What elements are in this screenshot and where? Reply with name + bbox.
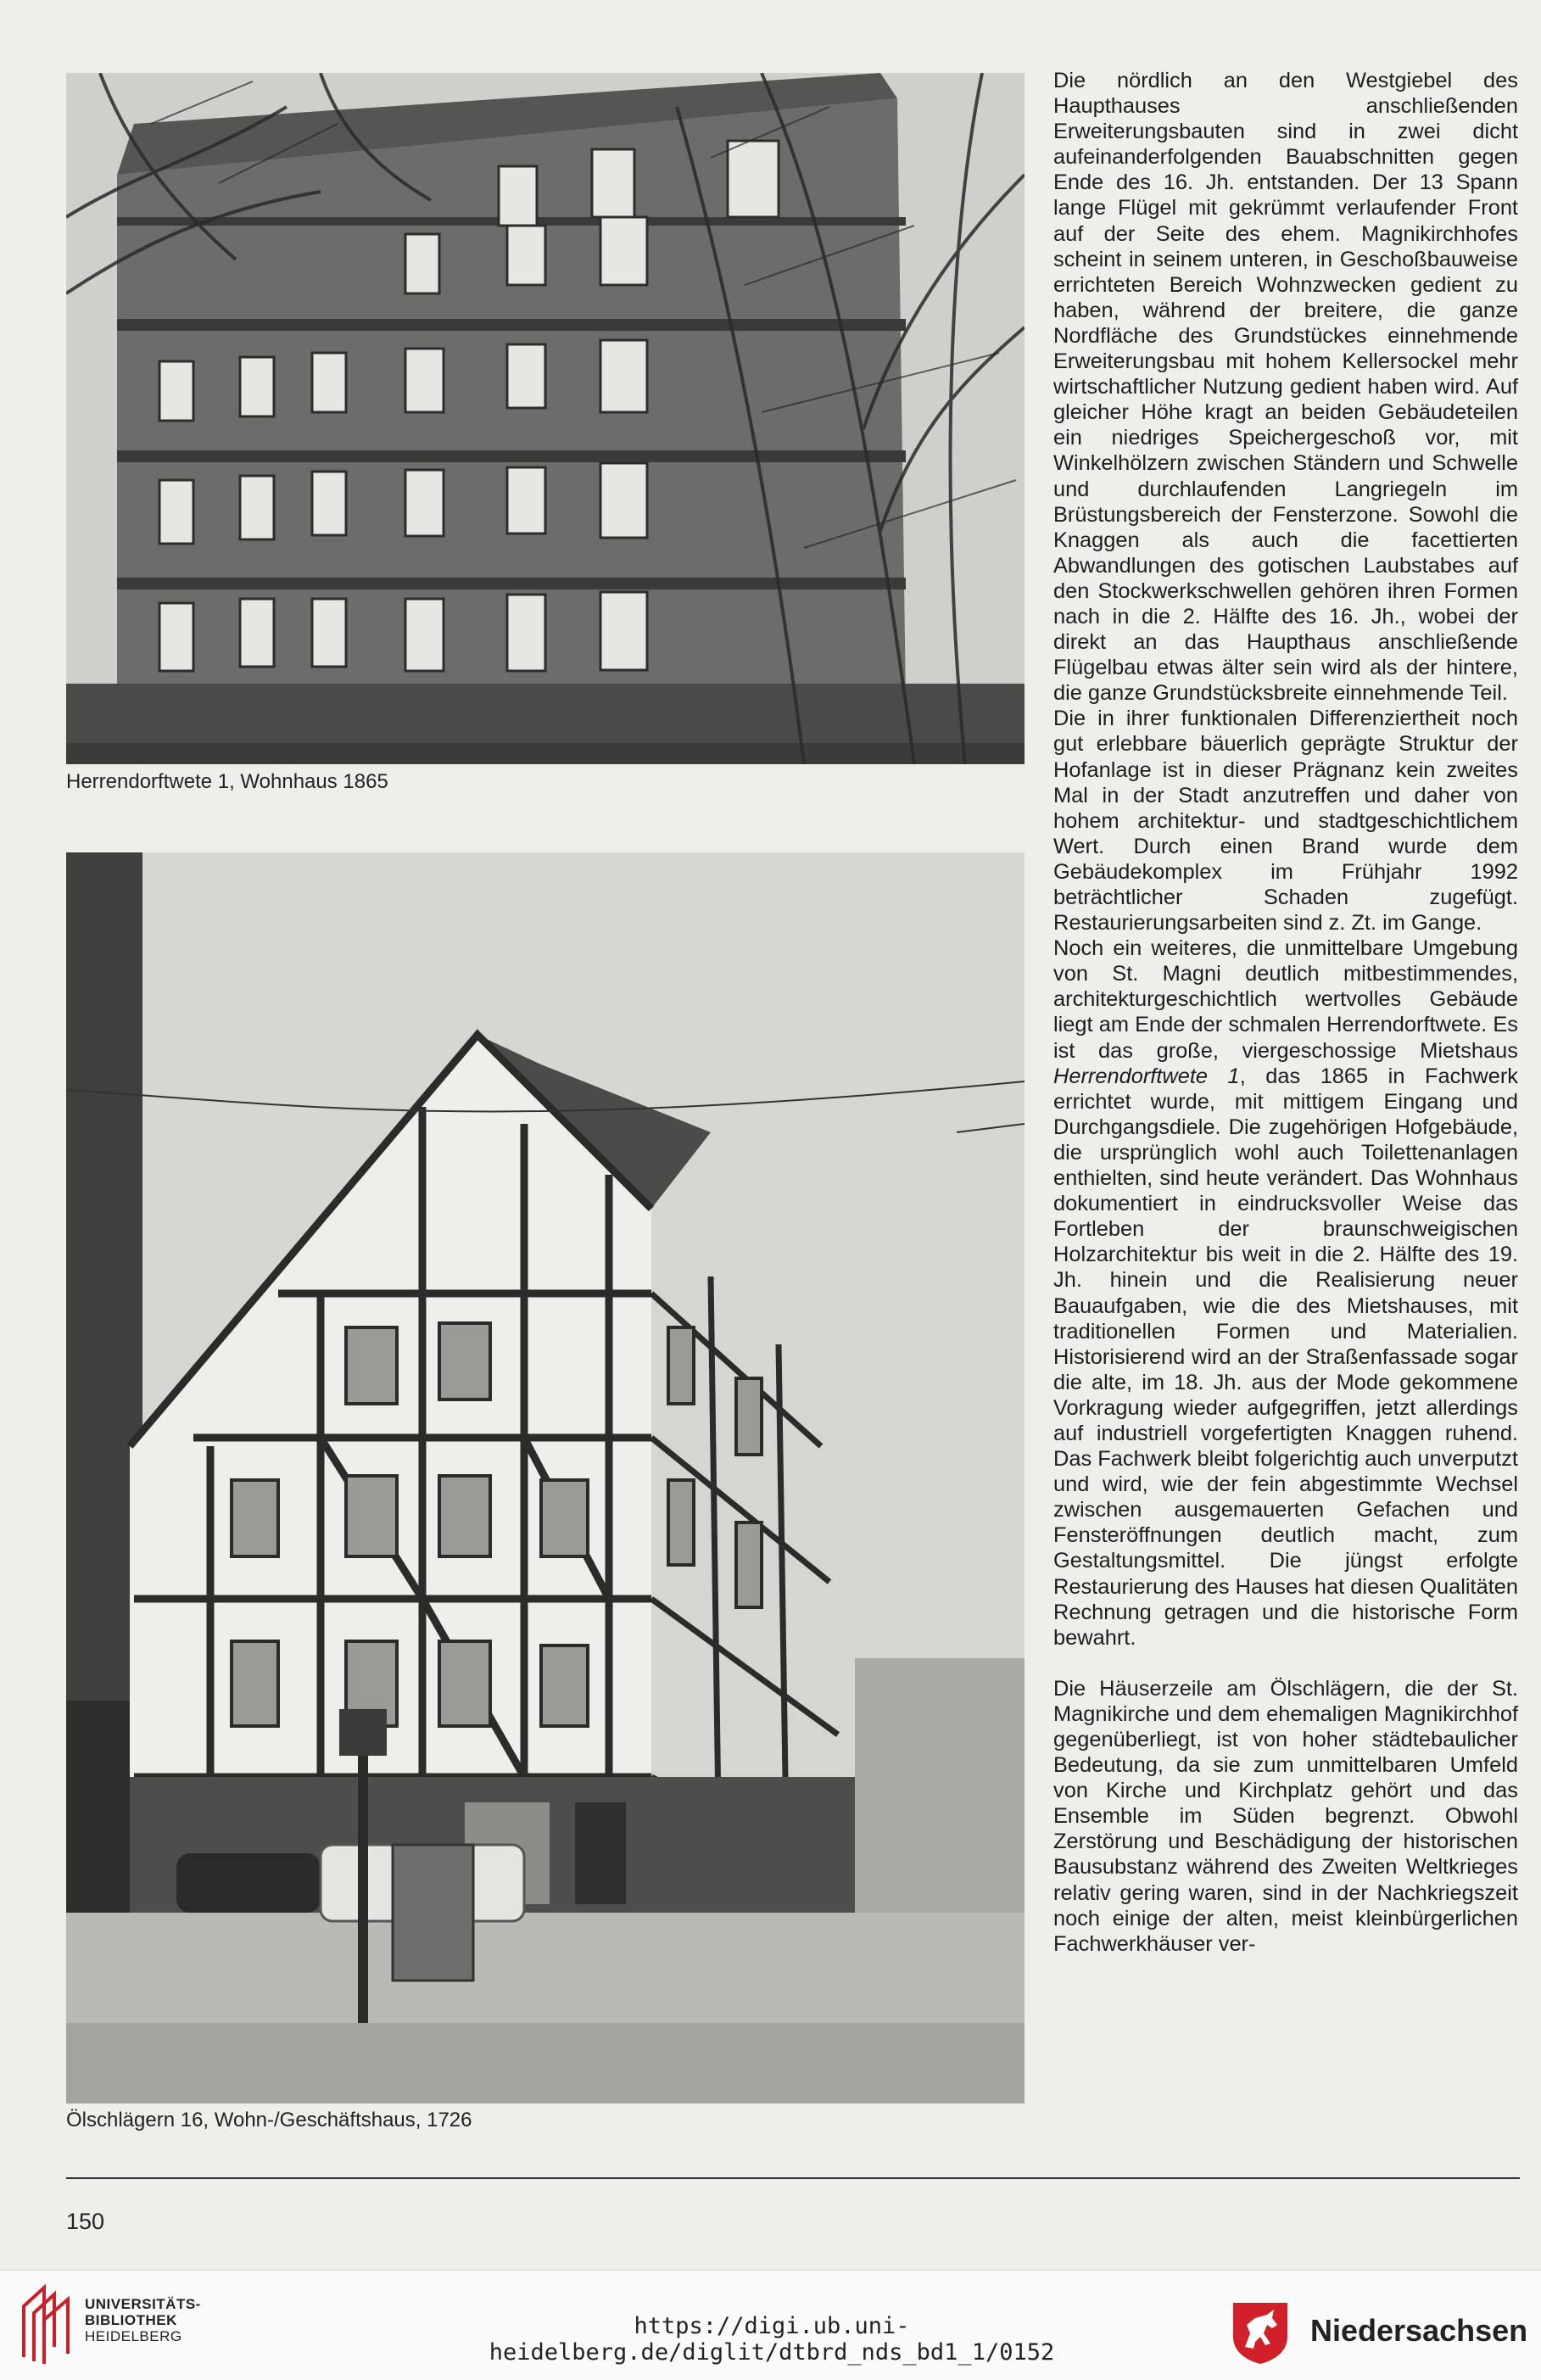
paragraph-3: [1053, 936, 1518, 1651]
paragraph-4: Die Häuserzeile am Ölschlägern, die der St. Magnikirche und dem ehemaligen Magnikirchhof gegenüberliegt, ist von hoher städtebaulicher Bedeutung, da sie zum unmittelbaren Umfeld von Kirche und Kirchplatz gehört und das Ensemble im Süden begrenzt. Obwohl Zerstörung und Beschädigung der historischen Bausubstanz während des Zweiten Weltkrieges relativ gering waren, sind in der Nachkriegszeit noch einige der alten, meist kleinbürgerlichen Fachwerkhäuser ver-: [1053, 1676, 1518, 1956]
library-line-1: UNIVERSITÄTS-: [85, 2296, 201, 2312]
photo-oelschlaegern: [66, 852, 1025, 2103]
library-line-2: BIBLIOTHEK: [85, 2312, 177, 2328]
paragraph-3-emphasis: Herrendorftwete 1: [1053, 1064, 1240, 1088]
photo-oelschlaegern-image: [66, 852, 1025, 2103]
source-url-link[interactable]: https://digi.ub.uni-heidelberg.de/diglit/dtbrd_nds_bd1_1/0152: [489, 2313, 1055, 2366]
paragraph-3-start: Noch ein weiteres, die unmittelbare Umgebung von St. Magni deutlich mitbestimmendes, architekturgeschichtlich wertvolles Gebäude liegt am Ende der schmalen Herrendorftwete. Es ist das große, viergeschossige Mietshaus: [1053, 936, 1518, 1063]
library-name: [85, 2296, 201, 2344]
page-number: 150: [66, 2209, 105, 2234]
paragraph-2: Die in ihrer funktionalen Differenziertheit noch gut erlebbare bäuerlich geprägte Struktur der Hofanlage ist in dieser Prägnanz kein zweites Mal in der Stadt anzutreffen und daher von hohem architektur- und stadtgeschichtlichem Wert. Durch einen Brand wurde dem Gebäudekomplex im Frühjahr 1992 beträchtlicher Schaden zugefügt. Restaurierungsarbeiten sind z. Zt. im Gange.: [1053, 707, 1518, 936]
footer-rule: [66, 2177, 1520, 2179]
paragraph-1: Die nördlich an den Westgiebel des Haupthauses anschließenden Erweiterungsbauten sind in zwei dicht aufeinanderfolgenden Bauabschnitten gegen Ende des 16. Jh. entstanden. Der 13 Spann lange Flügel mit gekrümmt verlaufender Front auf der Seite des ehem. Magnikirchhofes scheint in seinem unteren, in Geschoßbauweise errichteten Bereich Wohnzwecken gedient zu haben, während der breitere, die ganze Nordfläche des Grundstückes einnehmende Erweiterungsbau mit hohem Kellersockel mehr wirtschaftlicher Nutzung gedient haben wird. Auf gleicher Höhe kragt an beiden Gebäudeteilen ein niedriges Speichergeschoß vor, mit Winkelhölzern zwischen Ständern und Schwelle und durchlaufenden Langriegeln im Brüstungsbereich der Fensterzone. Sowohl die Knaggen als auch die facettierten Abwandlungen des gotischen Laubstabes auf den Stockwerkschwellen gehören ihren Formen nach in die 2. Hälfte des 16. Jh., wobei der direkt an das Haupthaus anschließende Flügelbau etwas älter sein wird als der hintere, die ganze Grundstücksbreite einnehmende Teil.: [1053, 69, 1518, 706]
niedersachsen-horse-logo-icon: [1230, 2299, 1291, 2366]
digitization-footer: [0, 2270, 1541, 2380]
caption-photo-1: Herrendorftwete 1, Wohnhaus 1865: [66, 770, 388, 793]
library-line-3: HEIDELBERG: [85, 2328, 182, 2344]
caption-photo-2: Ölschlägern 16, Wohn-/Geschäftshaus, 1726: [66, 2109, 472, 2131]
paragraph-3-end: , das 1865 in Fachwerk errichtet wurde, mit mittigem Eingang und Durchgangsdiele. Die zugehörigen Hofgebäude, die ursprünglich wohl auch Toilettenanlagen enthielten, sind heute verändert. Das Wohnhaus dokumentiert in eindrucksvoller Weise das Fortleben der braunschweigischen Holzarchitektur bis weit in die 2. Hälfte des 19. Jh. hinein und die Realisierung neuer Bauaufgaben, wie die des Mietshauses, mit traditionellen Formen und Materialien. Historisierend wird an der Straßenfassade sogar die alte, im 18. Jh. aus der Mode gekommene Vorkragung wieder aufgegriffen, jetzt allerdings auf industriell vorgefertigten Knaggen ruhend. Das Fachwerk bleibt folgerichtig auch unverputzt und wird, wie der fein abgestimmte Wechsel zwischen ausgemauerten Gefachen und Fensteröffnungen deutlich macht, zum Gestaltungsmittel. Die jüngst erfolgte Restaurierung des Hauses hat diesen Qualitäten Rechnung getragen und die historische Form bewahrt.: [1053, 1064, 1518, 1650]
photo-herrendorftwete-image: [66, 73, 1025, 764]
body-text-column: [1053, 68, 1518, 1957]
ub-heidelberg-logo-icon: [19, 2281, 76, 2366]
state-name: Niedersachsen: [1310, 2313, 1528, 2348]
photo-herrendorftwete: [66, 73, 1025, 764]
